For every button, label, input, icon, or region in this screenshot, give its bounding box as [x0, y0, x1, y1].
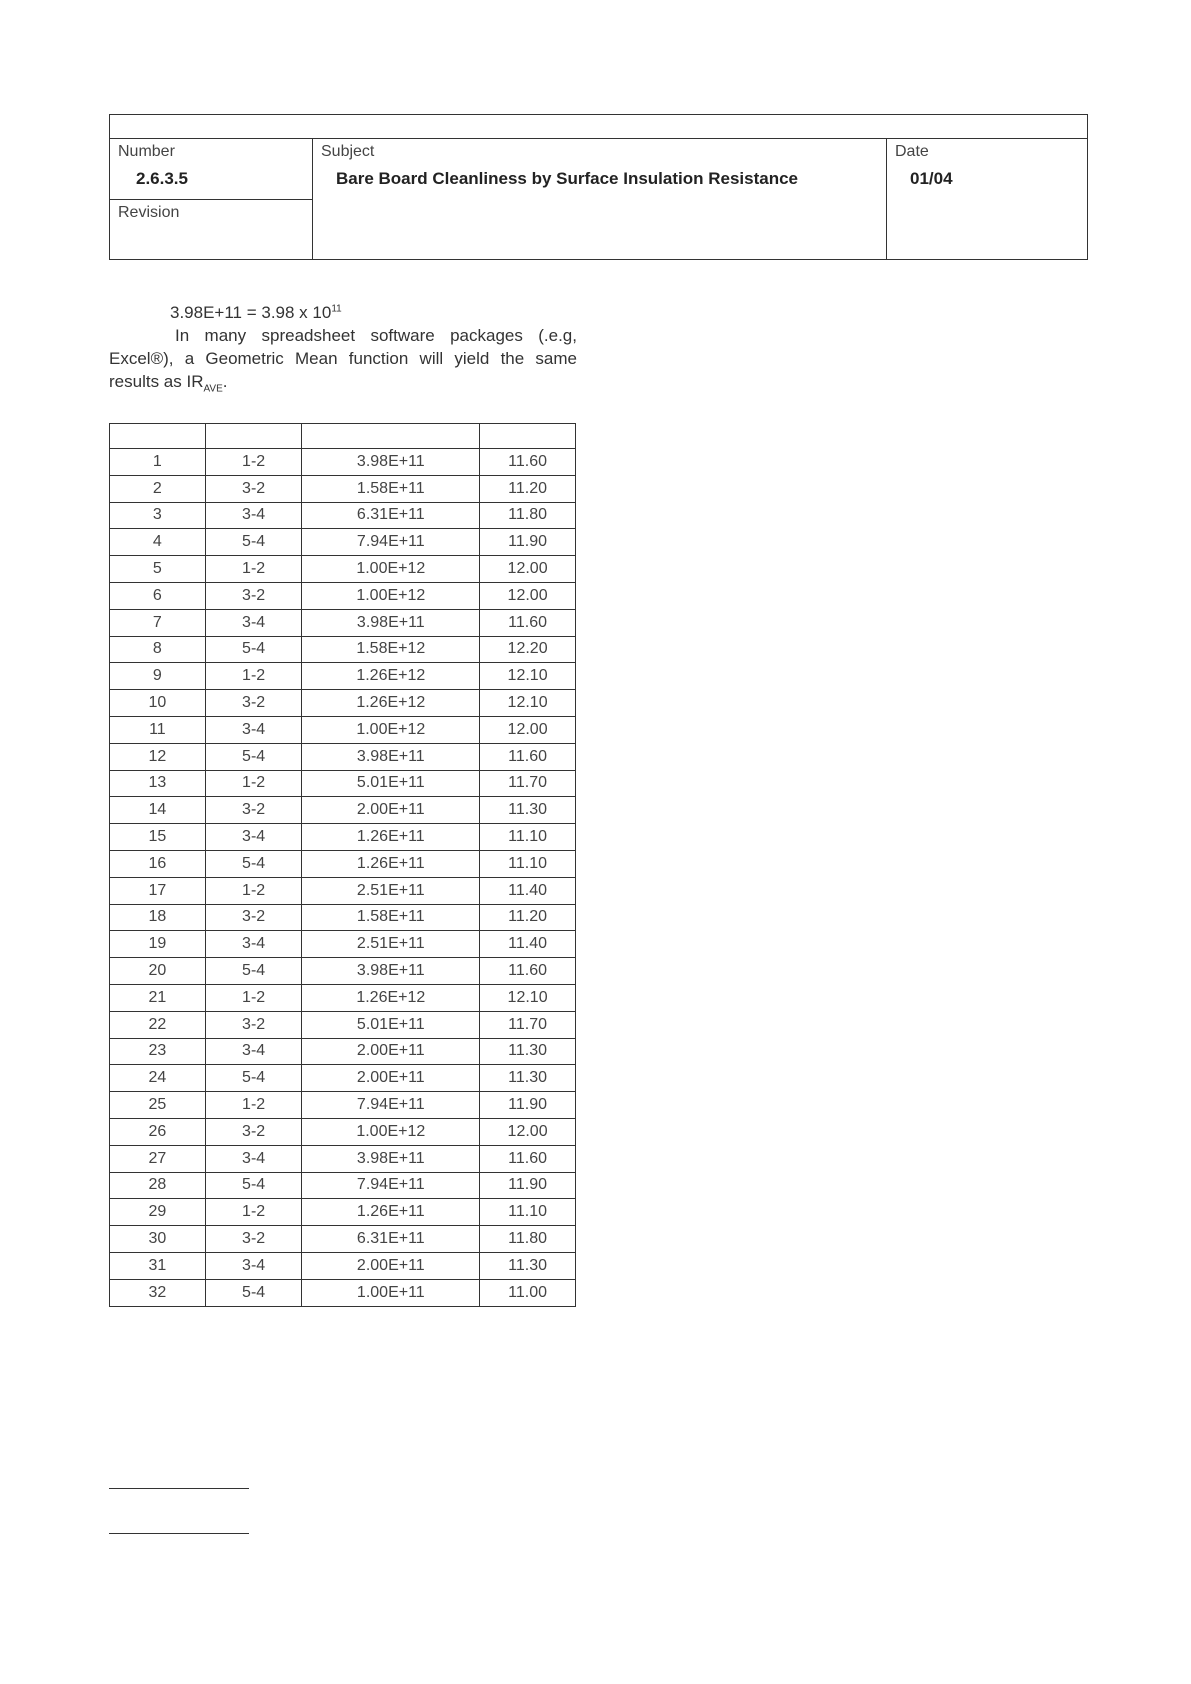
table-row [110, 743, 576, 770]
table-row [110, 824, 576, 851]
equation-line [109, 301, 577, 324]
table-cell: 5-4 [205, 1172, 302, 1199]
table-cell: 11.80 [480, 502, 576, 529]
table-cell: 3-4 [205, 824, 302, 851]
table-cell: 7.94E+11 [302, 529, 480, 556]
table-cell: 11.10 [480, 850, 576, 877]
table-cell: 12.10 [480, 690, 576, 717]
table-cell: 1.58E+11 [302, 475, 480, 502]
table-cell: 3-4 [205, 609, 302, 636]
table-row [110, 1092, 576, 1119]
table-cell: 1.26E+12 [302, 663, 480, 690]
table-cell: 12.00 [480, 716, 576, 743]
date-cell [887, 139, 1087, 259]
table-cell: 12.10 [480, 663, 576, 690]
table-row [110, 529, 576, 556]
table-row [110, 958, 576, 985]
table-row [110, 582, 576, 609]
table-cell: 3-4 [205, 1252, 302, 1279]
table-cell: 11.60 [480, 609, 576, 636]
table-cell: 11.30 [480, 1252, 576, 1279]
table-cell: 6 [110, 582, 206, 609]
number-label: Number [118, 143, 175, 160]
table-row [110, 1118, 576, 1145]
table-header-cell [110, 424, 206, 449]
subject-cell [313, 139, 887, 259]
table-cell: 1.26E+12 [302, 690, 480, 717]
table-cell: 11.90 [480, 529, 576, 556]
table-cell: 1-2 [205, 1199, 302, 1226]
table-cell: 2.00E+11 [302, 1065, 480, 1092]
number-value: 2.6.3.5 [136, 169, 188, 188]
date-value: 01/04 [910, 169, 953, 188]
table-cell: 32 [110, 1279, 206, 1306]
table-cell: 12 [110, 743, 206, 770]
table-row [110, 1252, 576, 1279]
table-row [110, 1172, 576, 1199]
paragraph-main: In many spreadsheet software packages (.e.g, Excel®), a Geometric Mean function will yield the same results as IR [109, 326, 577, 391]
table-cell: 3-2 [205, 475, 302, 502]
table-cell: 7 [110, 609, 206, 636]
date-label: Date [895, 143, 929, 160]
table-cell: 5 [110, 556, 206, 583]
paragraph-subscript: AVE [203, 383, 223, 395]
table-cell: 5.01E+11 [302, 770, 480, 797]
table-cell: 3.98E+11 [302, 1145, 480, 1172]
table-row [110, 797, 576, 824]
table-cell: 2.00E+11 [302, 797, 480, 824]
table-cell: 11.60 [480, 958, 576, 985]
subject-value: Bare Board Cleanliness by Surface Insulation Resistance [336, 169, 798, 188]
table-cell: 10 [110, 690, 206, 717]
table-cell: 11.40 [480, 877, 576, 904]
table-cell: 21 [110, 984, 206, 1011]
table-cell: 25 [110, 1092, 206, 1119]
table-row [110, 931, 576, 958]
table-row [110, 716, 576, 743]
table-cell: 12.10 [480, 984, 576, 1011]
measurement-table [109, 423, 576, 1307]
table-cell: 24 [110, 1065, 206, 1092]
table-cell: 1.00E+12 [302, 556, 480, 583]
table-cell: 3-2 [205, 1226, 302, 1253]
table-row [110, 502, 576, 529]
document-header [109, 114, 1088, 260]
table-cell: 3-4 [205, 931, 302, 958]
body-text [109, 301, 577, 393]
table-cell: 7.94E+11 [302, 1092, 480, 1119]
table-row [110, 636, 576, 663]
table-cell: 3.98E+11 [302, 743, 480, 770]
table-row [110, 449, 576, 476]
table-row [110, 1038, 576, 1065]
table-cell: 2.00E+11 [302, 1252, 480, 1279]
table-cell: 1.58E+11 [302, 904, 480, 931]
table-cell: 14 [110, 797, 206, 824]
subject-label: Subject [321, 143, 375, 160]
table-cell: 5-4 [205, 850, 302, 877]
table-cell: 17 [110, 877, 206, 904]
table-cell: 11 [110, 716, 206, 743]
number-cell [110, 139, 313, 200]
table-cell: 3-2 [205, 582, 302, 609]
table-cell: 3-2 [205, 904, 302, 931]
header-top-strip [110, 115, 1087, 139]
table-cell: 12.00 [480, 582, 576, 609]
table-cell: 2 [110, 475, 206, 502]
footnote-rule-2 [109, 1533, 249, 1534]
table-cell: 4 [110, 529, 206, 556]
table-cell: 1-2 [205, 556, 302, 583]
table-cell: 30 [110, 1226, 206, 1253]
table-cell: 1-2 [205, 984, 302, 1011]
table-header-cell [480, 424, 576, 449]
table-cell: 3-4 [205, 716, 302, 743]
table-cell: 1.00E+12 [302, 716, 480, 743]
table-row [110, 877, 576, 904]
table-cell: 1.26E+11 [302, 850, 480, 877]
table-row [110, 904, 576, 931]
table-cell: 1.26E+11 [302, 1199, 480, 1226]
table-cell: 3 [110, 502, 206, 529]
table-cell: 1.58E+12 [302, 636, 480, 663]
table-row [110, 1065, 576, 1092]
table-cell: 31 [110, 1252, 206, 1279]
table-cell: 11.20 [480, 904, 576, 931]
table-cell: 5.01E+11 [302, 1011, 480, 1038]
table-cell: 3-2 [205, 1118, 302, 1145]
table-cell: 1.00E+12 [302, 1118, 480, 1145]
table-cell: 1-2 [205, 449, 302, 476]
table-cell: 5-4 [205, 1279, 302, 1306]
table-header-cell [302, 424, 480, 449]
table-row [110, 1011, 576, 1038]
table-cell: 5-4 [205, 1065, 302, 1092]
table-cell: 1-2 [205, 770, 302, 797]
table-cell: 26 [110, 1118, 206, 1145]
table-cell: 11.20 [480, 475, 576, 502]
table-row [110, 663, 576, 690]
table-cell: 1-2 [205, 1092, 302, 1119]
table-row [110, 1279, 576, 1306]
table-row [110, 850, 576, 877]
table-cell: 23 [110, 1038, 206, 1065]
table-cell: 3-4 [205, 502, 302, 529]
equation-exponent: 11 [331, 303, 342, 315]
table-cell: 28 [110, 1172, 206, 1199]
table-cell: 3-4 [205, 1038, 302, 1065]
table-row [110, 770, 576, 797]
table-cell: 7.94E+11 [302, 1172, 480, 1199]
table-cell: 11.30 [480, 1038, 576, 1065]
table-cell: 11.70 [480, 1011, 576, 1038]
table-row [110, 1199, 576, 1226]
table-cell: 11.30 [480, 1065, 576, 1092]
table-cell: 11.70 [480, 770, 576, 797]
table-row [110, 690, 576, 717]
table-cell: 3.98E+11 [302, 958, 480, 985]
table-cell: 9 [110, 663, 206, 690]
table-body [110, 449, 576, 1307]
table-cell: 8 [110, 636, 206, 663]
table-cell: 3-2 [205, 690, 302, 717]
geometric-mean-paragraph [109, 324, 577, 393]
table-row [110, 556, 576, 583]
table-cell: 11.10 [480, 824, 576, 851]
table-cell: 6.31E+11 [302, 502, 480, 529]
table-cell: 11.60 [480, 743, 576, 770]
table-cell: 3-4 [205, 1145, 302, 1172]
table-cell: 5-4 [205, 529, 302, 556]
table-cell: 5-4 [205, 958, 302, 985]
table-cell: 3.98E+11 [302, 609, 480, 636]
table-cell: 13 [110, 770, 206, 797]
table-cell: 1.00E+12 [302, 582, 480, 609]
revision-cell [110, 200, 313, 259]
table-cell: 16 [110, 850, 206, 877]
equation-base: 3.98E+11 = 3.98 x 10 [170, 303, 332, 322]
table-cell: 1.26E+12 [302, 984, 480, 1011]
table-row [110, 1226, 576, 1253]
table-cell: 1.26E+11 [302, 824, 480, 851]
table-cell: 11.00 [480, 1279, 576, 1306]
table-cell: 2.51E+11 [302, 877, 480, 904]
table-cell: 11.80 [480, 1226, 576, 1253]
table-cell: 1 [110, 449, 206, 476]
table-cell: 27 [110, 1145, 206, 1172]
table-row [110, 475, 576, 502]
table-cell: 1-2 [205, 877, 302, 904]
table-cell: 20 [110, 958, 206, 985]
table-cell: 15 [110, 824, 206, 851]
table-cell: 1-2 [205, 663, 302, 690]
table-cell: 3-2 [205, 797, 302, 824]
table-cell: 11.90 [480, 1092, 576, 1119]
table-cell: 5-4 [205, 636, 302, 663]
table-cell: 5-4 [205, 743, 302, 770]
table-cell: 12.00 [480, 556, 576, 583]
table-cell: 1.00E+11 [302, 1279, 480, 1306]
table-cell: 11.30 [480, 797, 576, 824]
table-cell: 11.60 [480, 449, 576, 476]
table-row [110, 1145, 576, 1172]
footnote-rule-1 [109, 1488, 249, 1489]
table-row [110, 984, 576, 1011]
table-cell: 11.60 [480, 1145, 576, 1172]
table-cell: 6.31E+11 [302, 1226, 480, 1253]
table-cell: 2.00E+11 [302, 1038, 480, 1065]
table-cell: 11.40 [480, 931, 576, 958]
revision-label: Revision [118, 204, 180, 221]
table-cell: 3.98E+11 [302, 449, 480, 476]
table-cell: 12.20 [480, 636, 576, 663]
table-cell: 19 [110, 931, 206, 958]
paragraph-end: . [222, 372, 228, 391]
table-cell: 11.90 [480, 1172, 576, 1199]
table-cell: 11.10 [480, 1199, 576, 1226]
table-cell: 22 [110, 1011, 206, 1038]
table-cell: 12.00 [480, 1118, 576, 1145]
table-header-row [110, 424, 576, 449]
table-cell: 2.51E+11 [302, 931, 480, 958]
table-cell: 18 [110, 904, 206, 931]
table-cell: 3-2 [205, 1011, 302, 1038]
table-cell: 29 [110, 1199, 206, 1226]
table-row [110, 609, 576, 636]
table-header-cell [205, 424, 302, 449]
